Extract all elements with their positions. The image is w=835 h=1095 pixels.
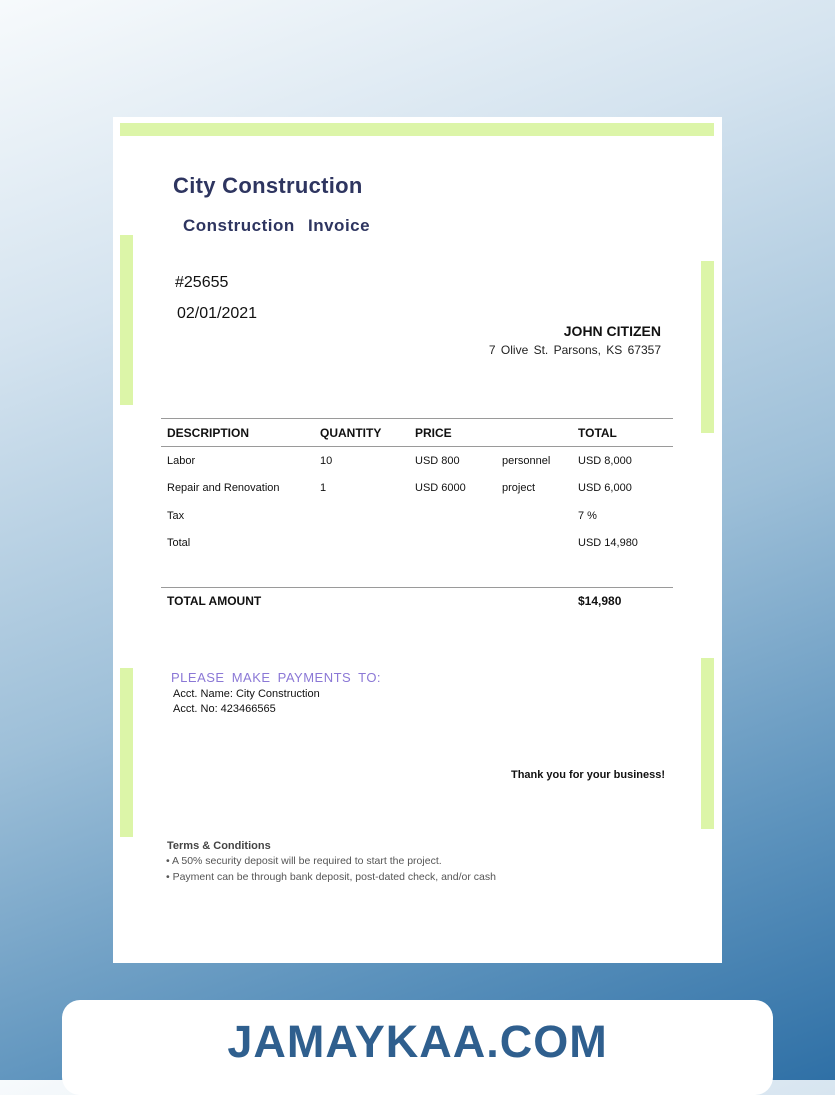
invoice-date: 02/01/2021 xyxy=(177,305,258,322)
row-description: Total xyxy=(167,537,191,550)
company-name: City Construction xyxy=(173,173,363,198)
row-price: USD 6000 xyxy=(415,482,466,495)
header-quantity: QUANTITY xyxy=(314,419,409,447)
invoice-number: #25655 xyxy=(175,274,229,291)
terms-heading: Terms & Conditions xyxy=(167,840,271,852)
document-type: Construction Invoice xyxy=(183,216,371,235)
table-row xyxy=(161,502,673,530)
accent-bar-left-upper xyxy=(120,235,133,405)
row-price: USD 800 xyxy=(415,454,460,467)
client-address: 7 Olive St. Parsons, KS 67357 xyxy=(488,343,661,357)
account-name: Acct. Name: City Construction xyxy=(173,688,320,700)
line-items-table xyxy=(161,418,673,608)
table-row xyxy=(161,475,673,503)
account-number: Acct. No: 423466565 xyxy=(173,703,276,715)
row-unit xyxy=(496,502,572,530)
row-total: 7 % xyxy=(578,509,597,522)
terms-item: • A 50% security deposit will be required to start the project. xyxy=(166,855,442,867)
invoice-document xyxy=(113,117,722,963)
watermark-banner xyxy=(62,1000,773,1095)
row-unit xyxy=(496,530,572,558)
header-total: TOTAL xyxy=(572,419,673,447)
row-unit: personnel xyxy=(502,454,551,467)
table-row xyxy=(161,530,673,558)
row-description: Labor xyxy=(167,454,196,467)
row-description: Tax xyxy=(167,509,185,522)
accent-bar-left-lower xyxy=(120,668,133,837)
row-total: USD 14,980 xyxy=(578,537,638,550)
total-amount-label: TOTAL AMOUNT xyxy=(161,588,572,609)
row-total: USD 6,000 xyxy=(578,482,632,495)
header-unit xyxy=(496,419,572,447)
table-row xyxy=(161,447,673,475)
accent-bar-right-upper xyxy=(701,261,714,433)
table-spacer-row xyxy=(161,557,673,588)
client-name: JOHN CITIZEN xyxy=(563,323,661,339)
header-price: PRICE xyxy=(409,419,496,447)
row-total: USD 8,000 xyxy=(578,454,632,467)
row-unit: project xyxy=(502,482,536,495)
row-price xyxy=(409,530,496,558)
header-description: DESCRIPTION xyxy=(161,419,314,447)
table-header-row xyxy=(161,419,673,447)
row-quantity: 10 xyxy=(320,454,333,467)
row-quantity xyxy=(314,502,409,530)
watermark-text: JAMAYKAA.COM xyxy=(227,1016,608,1067)
total-amount-row xyxy=(161,588,673,609)
row-quantity xyxy=(314,530,409,558)
payment-heading: PLEASE MAKE PAYMENTS TO: xyxy=(171,670,382,685)
row-quantity: 1 xyxy=(320,482,327,495)
row-price xyxy=(409,502,496,530)
row-description: Repair and Renovation xyxy=(167,482,280,495)
accent-bar-right-lower xyxy=(701,658,714,829)
terms-item: • Payment can be through bank deposit, post-dated check, and/or cash xyxy=(166,871,496,883)
thank-you-note: Thank you for your business! xyxy=(510,769,665,781)
accent-bar-top xyxy=(120,123,714,136)
total-amount-value: $14,980 xyxy=(572,588,673,609)
